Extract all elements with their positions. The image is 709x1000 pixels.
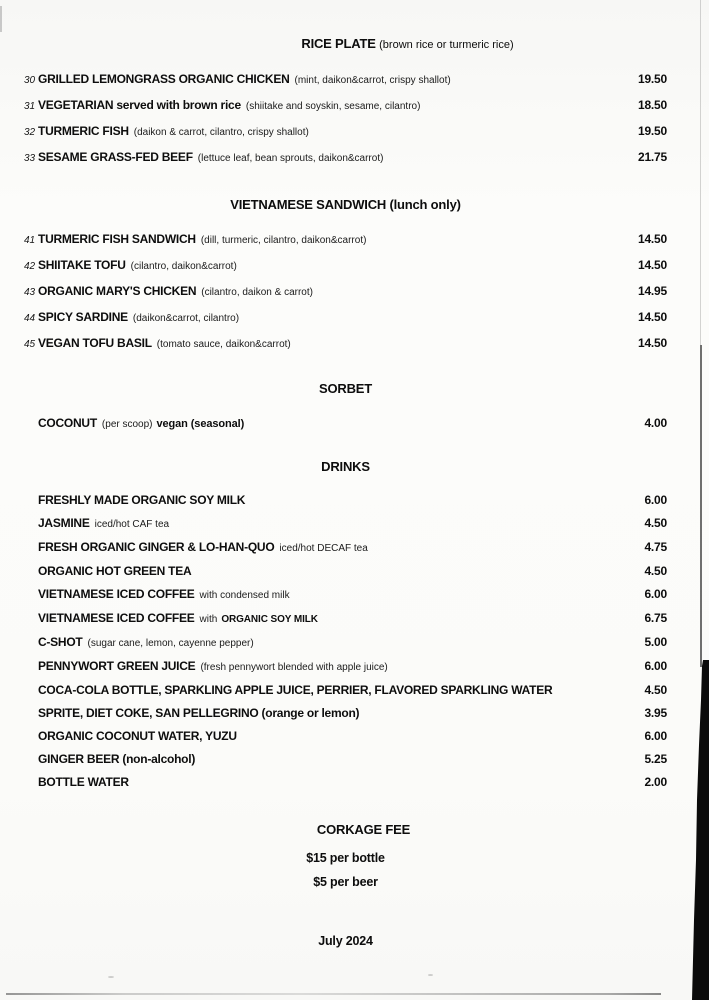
item-note: (per scoop) bbox=[101, 419, 153, 430]
item-price: 5.25 bbox=[644, 752, 667, 766]
section-title-drinks bbox=[24, 459, 667, 475]
item-price: 6.00 bbox=[644, 659, 667, 673]
menu-item-row bbox=[24, 145, 667, 171]
item-price: 6.00 bbox=[644, 729, 667, 743]
item-price: 4.75 bbox=[644, 540, 667, 554]
menu-item-row bbox=[24, 411, 667, 437]
menu-item-row bbox=[24, 67, 667, 93]
section-title-text: DRINKS bbox=[321, 459, 370, 474]
menu-item-row bbox=[24, 227, 667, 253]
item-price: 4.50 bbox=[644, 683, 667, 697]
item-note: (cilantro, daikon & carrot) bbox=[201, 287, 313, 298]
item-name: SHIITAKE TOFU bbox=[38, 258, 126, 272]
menu-item-row bbox=[24, 679, 667, 702]
item-name: BOTTLE WATER bbox=[38, 775, 129, 789]
section-title-text: VIETNAMESE SANDWICH (lunch only) bbox=[230, 197, 461, 212]
rice-plate-items bbox=[24, 67, 667, 171]
item-price: 14.50 bbox=[637, 232, 667, 246]
menu-item-row bbox=[24, 607, 667, 631]
menu-content bbox=[24, 0, 667, 948]
item-note: (daikon&carrot, cilantro) bbox=[132, 313, 240, 324]
item-price: 6.00 bbox=[644, 493, 667, 507]
menu-item-row bbox=[24, 253, 667, 279]
item-note: with condensed milk bbox=[199, 590, 290, 601]
scan-mark-top-left bbox=[0, 6, 2, 32]
item-price: 14.50 bbox=[637, 258, 667, 272]
menu-item-row bbox=[24, 93, 667, 119]
item-name: VEGAN TOFU BASIL bbox=[38, 336, 152, 350]
corkage-lines bbox=[24, 846, 667, 894]
section-title-text: SORBET bbox=[319, 381, 372, 396]
scan-speckle bbox=[108, 976, 114, 978]
menu-item-row bbox=[24, 305, 667, 331]
item-number: 32 bbox=[24, 127, 36, 138]
item-price: 6.75 bbox=[644, 611, 667, 625]
item-price: 21.75 bbox=[637, 150, 667, 164]
item-price: 14.50 bbox=[637, 310, 667, 324]
menu-item-row bbox=[24, 489, 667, 512]
item-note: iced/hot DECAF tea bbox=[279, 543, 368, 554]
menu-item-row bbox=[24, 331, 667, 357]
item-note: (cilantro, daikon&carrot) bbox=[130, 261, 237, 272]
sandwich-items bbox=[24, 227, 667, 357]
corkage-line: $5 per beer bbox=[313, 875, 378, 889]
menu-date: July 2024 bbox=[318, 934, 373, 948]
item-name: FRESH ORGANIC GINGER & LO-HAN-QUO bbox=[38, 540, 275, 554]
item-price: 3.95 bbox=[644, 706, 667, 720]
menu-item-row bbox=[24, 771, 667, 794]
item-name: GINGER BEER (non-alcohol) bbox=[38, 752, 196, 766]
sorbet-items bbox=[24, 411, 667, 437]
menu-item-row bbox=[24, 512, 667, 536]
item-note: (dill, turmeric, cilantro, daikon&carrot) bbox=[200, 235, 367, 246]
scan-speckle bbox=[428, 974, 433, 976]
item-number: 44 bbox=[24, 313, 36, 324]
item-note: (daikon & carrot, cilantro, crispy shallot) bbox=[133, 127, 309, 138]
item-name: ORGANIC HOT GREEN TEA bbox=[38, 564, 192, 578]
scan-edge-right-bottom bbox=[689, 660, 709, 1000]
item-number: 41 bbox=[24, 235, 36, 246]
item-name: ORGANIC MARY'S CHICKEN bbox=[38, 284, 197, 298]
menu-item-row bbox=[24, 748, 667, 771]
item-price: 19.50 bbox=[637, 124, 667, 138]
item-name: TURMERIC FISH bbox=[38, 124, 129, 138]
item-name: SPRITE, DIET COKE, SAN PELLEGRINO (orange or lemon) bbox=[38, 706, 360, 720]
item-note: (fresh pennywort blended with apple juice) bbox=[200, 662, 388, 673]
item-number: 45 bbox=[24, 339, 36, 350]
menu-item-row bbox=[24, 702, 667, 725]
section-title-text: CORKAGE FEE bbox=[316, 822, 411, 837]
item-price: 6.00 bbox=[644, 587, 667, 601]
item-price: 2.00 bbox=[644, 775, 667, 789]
item-note-bold: vegan (seasonal) bbox=[156, 418, 245, 430]
section-title-text: RICE PLATE bbox=[301, 36, 376, 51]
item-price: 5.00 bbox=[644, 635, 667, 649]
item-price: 4.50 bbox=[644, 516, 667, 530]
item-name: C-SHOT bbox=[38, 635, 83, 649]
item-name: GRILLED LEMONGRASS ORGANIC CHICKEN bbox=[38, 72, 290, 86]
menu-item-row bbox=[24, 631, 667, 655]
drinks-items bbox=[24, 489, 667, 794]
section-title-note: (brown rice or turmeric rice) bbox=[379, 39, 514, 51]
item-name: TURMERIC FISH SANDWICH bbox=[38, 232, 196, 246]
item-name: VEGETARIAN served with brown rice bbox=[38, 98, 241, 112]
item-name: COCA-COLA BOTTLE, SPARKLING APPLE JUICE, PERRIER, FLAVORED SPARKLING WATER bbox=[38, 683, 553, 697]
menu-item-row bbox=[24, 536, 667, 560]
menu-item-row bbox=[24, 583, 667, 607]
item-note: (tomato sauce, daikon&carrot) bbox=[156, 339, 291, 350]
item-name: PENNYWORT GREEN JUICE bbox=[38, 659, 196, 673]
item-price: 14.50 bbox=[637, 336, 667, 350]
item-name: VIETNAMESE ICED COFFEE bbox=[38, 611, 195, 625]
item-number: 43 bbox=[24, 287, 36, 298]
item-name: SPICY SARDINE bbox=[38, 310, 128, 324]
item-number: 30 bbox=[24, 75, 36, 86]
item-note: (shiitake and soyskin, sesame, cilantro) bbox=[245, 101, 421, 112]
section-title-sorbet bbox=[24, 381, 667, 397]
scan-edge-bottom bbox=[6, 993, 661, 995]
item-note: (sugar cane, lemon, cayenne pepper) bbox=[87, 638, 254, 649]
scan-edge-right-mid bbox=[700, 345, 702, 667]
item-name: JASMINE bbox=[38, 516, 90, 530]
item-note-bold: ORGANIC SOY MILK bbox=[221, 614, 318, 625]
item-note: with bbox=[199, 614, 218, 625]
item-name: ORGANIC COCONUT WATER, YUZU bbox=[38, 729, 237, 743]
item-note: (lettuce leaf, bean sprouts, daikon&carrot) bbox=[197, 153, 384, 164]
item-name: VIETNAMESE ICED COFFEE bbox=[38, 587, 195, 601]
item-price: 4.50 bbox=[644, 564, 667, 578]
menu-item-row bbox=[24, 725, 667, 748]
item-note: (mint, daikon&carrot, crispy shallot) bbox=[294, 75, 451, 86]
item-number: 42 bbox=[24, 261, 36, 272]
item-price: 19.50 bbox=[637, 72, 667, 86]
menu-item-row bbox=[24, 279, 667, 305]
item-number: 33 bbox=[24, 153, 36, 164]
item-number: 31 bbox=[24, 101, 36, 112]
scan-edge-right-top bbox=[700, 0, 701, 345]
section-title-vietnamese-sandwich bbox=[24, 197, 667, 213]
menu-item-row bbox=[24, 119, 667, 145]
item-name: FRESHLY MADE ORGANIC SOY MILK bbox=[38, 493, 246, 507]
corkage-line: $15 per bottle bbox=[306, 851, 385, 865]
section-title-corkage-fee bbox=[42, 822, 685, 838]
item-note: iced/hot CAF tea bbox=[94, 519, 170, 530]
menu-item-row bbox=[24, 655, 667, 679]
item-name: SESAME GRASS-FED BEEF bbox=[38, 150, 193, 164]
item-price: 18.50 bbox=[637, 98, 667, 112]
item-price: 4.00 bbox=[644, 416, 667, 430]
item-name: COCONUT bbox=[38, 416, 97, 430]
item-price: 14.95 bbox=[637, 284, 667, 298]
menu-item-row bbox=[24, 560, 667, 583]
section-title-rice-plate bbox=[86, 36, 709, 53]
